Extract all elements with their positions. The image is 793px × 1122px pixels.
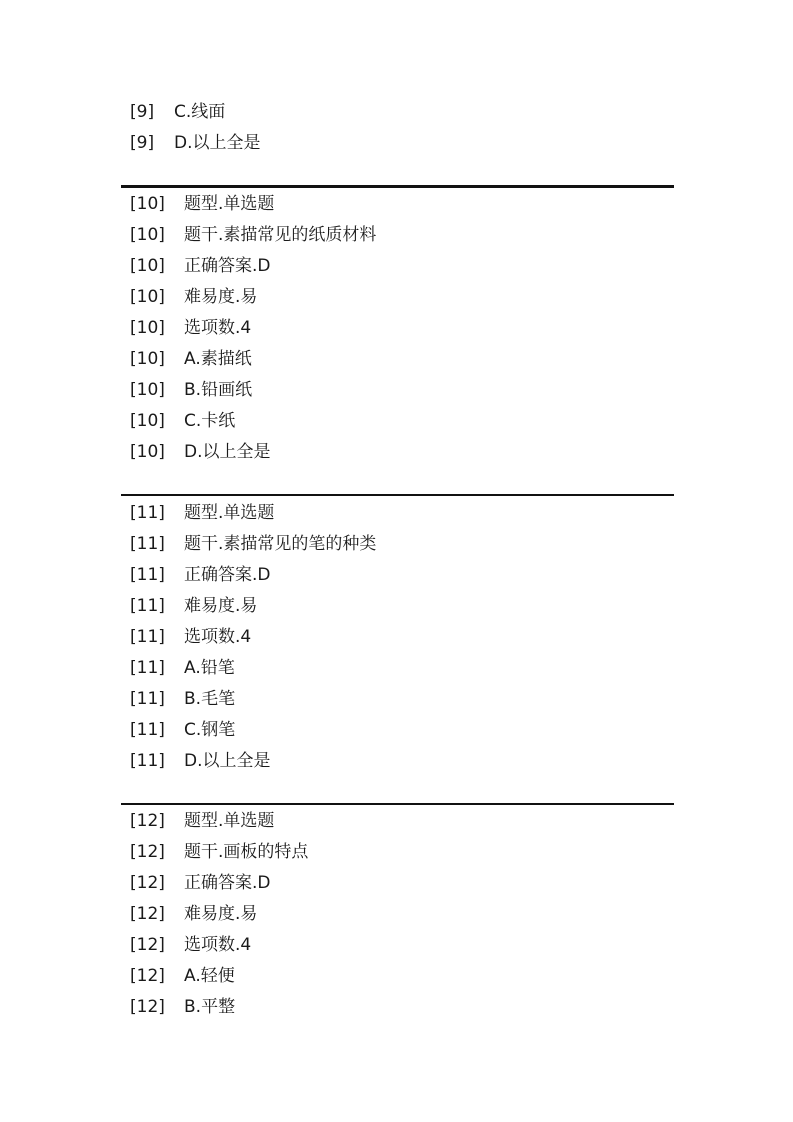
- question-stem: 题干.画板的特点: [184, 842, 309, 862]
- question-number: [10]: [130, 225, 165, 245]
- question-number: [12]: [130, 842, 165, 862]
- question-row: [121, 251, 674, 282]
- question-row: [121, 189, 674, 220]
- difficulty: 难易度.易: [184, 596, 258, 616]
- question-row: [121, 591, 674, 622]
- question-row: [121, 837, 674, 868]
- option-d: D.以上全是: [184, 442, 271, 462]
- question-number: [10]: [130, 349, 165, 369]
- option-a: A.铅笔: [184, 658, 235, 678]
- question-number: [12]: [130, 873, 165, 893]
- question-number: [10]: [130, 380, 165, 400]
- question-stem: 题干.素描常见的笔的种类: [184, 534, 377, 554]
- option-c: C.钢笔: [184, 720, 236, 740]
- option-d: D.以上全是: [184, 751, 271, 771]
- question-row: [121, 282, 674, 313]
- question-field: C.线面: [174, 102, 226, 122]
- question-number: [11]: [130, 565, 165, 585]
- option-count: 选项数.4: [184, 935, 252, 955]
- correct-answer: 正确答案.D: [184, 565, 271, 585]
- section-divider: [121, 185, 674, 188]
- question-row: [121, 715, 674, 746]
- question-row: [121, 498, 674, 529]
- question-number: [11]: [130, 689, 165, 709]
- question-field: D.以上全是: [174, 133, 261, 153]
- question-row: [121, 992, 674, 1023]
- question-row: [121, 437, 674, 468]
- question-number: [12]: [130, 811, 165, 831]
- option-a: A.素描纸: [184, 349, 252, 369]
- question-row: [121, 930, 674, 961]
- question-number: [11]: [130, 596, 165, 616]
- question-number: [10]: [130, 194, 165, 214]
- question-number: [11]: [130, 658, 165, 678]
- question-block-10: [121, 189, 674, 468]
- question-row: [121, 961, 674, 992]
- question-number: [11]: [130, 534, 165, 554]
- question-row: [121, 344, 674, 375]
- option-count: 选项数.4: [184, 318, 252, 338]
- question-number: [10]: [130, 411, 165, 431]
- option-b: B.平整: [184, 997, 236, 1017]
- question-row: [121, 560, 674, 591]
- question-number: [11]: [130, 503, 165, 523]
- question-type: 题型.单选题: [184, 503, 275, 523]
- correct-answer: 正确答案.D: [184, 873, 271, 893]
- question-row: [121, 220, 674, 251]
- question-number: [12]: [130, 935, 165, 955]
- option-b: B.毛笔: [184, 689, 236, 709]
- question-number: [11]: [130, 627, 165, 647]
- question-row: [121, 899, 674, 930]
- question-number: [10]: [130, 287, 165, 307]
- question-row: [121, 313, 674, 344]
- section-divider: [121, 803, 674, 805]
- question-row: [121, 406, 674, 437]
- question-row: [121, 622, 674, 653]
- difficulty: 难易度.易: [184, 287, 258, 307]
- question-number: [10]: [130, 318, 165, 338]
- question-number: [10]: [130, 442, 165, 462]
- option-b: B.铅画纸: [184, 380, 253, 400]
- option-a: A.轻便: [184, 966, 235, 986]
- option-count: 选项数.4: [184, 627, 252, 647]
- question-block-9: [121, 97, 674, 159]
- question-number: [12]: [130, 904, 165, 924]
- question-type: 题型.单选题: [184, 194, 275, 214]
- question-row: [121, 684, 674, 715]
- question-number: [11]: [130, 720, 165, 740]
- question-type: 题型.单选题: [184, 811, 275, 831]
- question-block-11: [121, 498, 674, 777]
- question-number: [12]: [130, 966, 165, 986]
- question-number: [9]: [130, 102, 155, 122]
- question-number: [10]: [130, 256, 165, 276]
- question-number: [9]: [130, 133, 155, 153]
- section-divider: [121, 494, 674, 496]
- question-row: [121, 653, 674, 684]
- question-row: [121, 868, 674, 899]
- question-row: [121, 746, 674, 777]
- option-c: C.卡纸: [184, 411, 236, 431]
- question-row: [121, 375, 674, 406]
- question-stem: 题干.素描常见的纸质材料: [184, 225, 377, 245]
- correct-answer: 正确答案.D: [184, 256, 271, 276]
- question-number: [12]: [130, 997, 165, 1017]
- difficulty: 难易度.易: [184, 904, 258, 924]
- question-row: [121, 806, 674, 837]
- question-row: [121, 128, 674, 159]
- question-block-12: [121, 806, 674, 1023]
- question-row: [121, 97, 674, 128]
- question-row: [121, 529, 674, 560]
- question-number: [11]: [130, 751, 165, 771]
